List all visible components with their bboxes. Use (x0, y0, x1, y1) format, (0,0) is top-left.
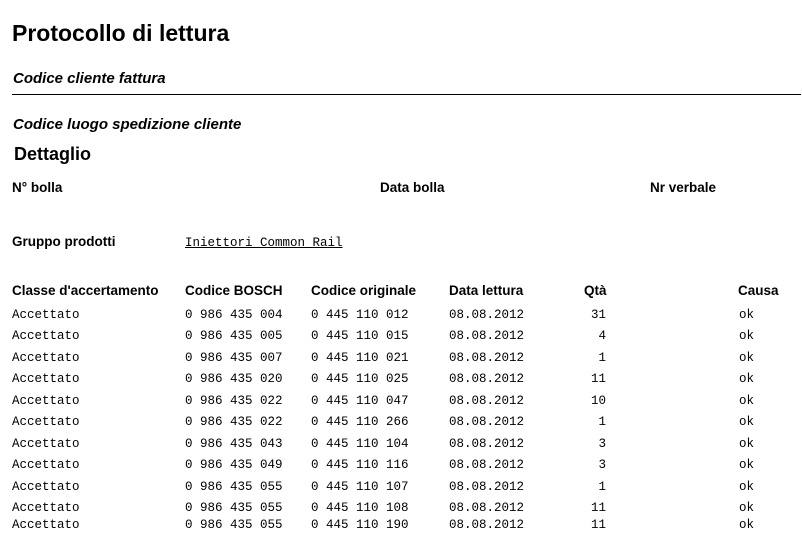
cell-qta: 3 (598, 437, 606, 451)
gruppo-prodotti-label: Gruppo prodotti (12, 234, 116, 249)
cell-codice-bosch: 0 986 435 022 (185, 394, 283, 408)
cell-qta: 11 (590, 501, 606, 515)
cell-classe: Accettato (12, 394, 80, 408)
cell-causa: ok (739, 372, 755, 386)
cell-causa: ok (739, 480, 755, 494)
cell-codice-originale: 0 445 110 021 (311, 351, 409, 365)
cell-classe: Accettato (12, 501, 80, 515)
cell-qta: 31 (590, 308, 606, 322)
table-row (0, 457, 802, 478)
cell-codice-originale: 0 445 110 108 (311, 501, 409, 515)
cell-classe: Accettato (12, 415, 80, 429)
table-row (0, 307, 802, 328)
cell-codice-bosch: 0 986 435 055 (185, 501, 283, 515)
cell-data-lettura: 08.08.2012 (449, 372, 525, 386)
header-qta: Qtà (584, 283, 607, 298)
cell-codice-bosch: 0 986 435 004 (185, 308, 283, 322)
cell-causa: ok (739, 394, 755, 408)
cell-causa: ok (739, 351, 755, 365)
header-data-lettura: Data lettura (449, 283, 524, 298)
cell-data-lettura: 08.08.2012 (449, 480, 525, 494)
cell-codice-originale: 0 445 110 266 (311, 415, 409, 429)
cell-qta: 10 (590, 394, 606, 408)
cell-classe: Accettato (12, 308, 80, 322)
n-bolla-label: N° bolla (12, 180, 63, 195)
cell-data-lettura: 08.08.2012 (449, 351, 525, 365)
table-row (0, 479, 802, 500)
cell-classe: Accettato (12, 518, 80, 532)
cell-codice-bosch: 0 986 435 049 (185, 458, 283, 472)
cell-codice-originale: 0 445 110 047 (311, 394, 409, 408)
header-causa: Causa (738, 283, 779, 298)
cell-codice-originale: 0 445 110 107 (311, 480, 409, 494)
cell-causa: ok (739, 415, 755, 429)
table-row (0, 350, 802, 371)
table-row (0, 328, 802, 349)
cell-data-lettura: 08.08.2012 (449, 518, 525, 532)
header-codice-bosch: Codice BOSCH (185, 283, 283, 298)
cell-causa: ok (739, 501, 755, 515)
cell-codice-originale: 0 445 110 012 (311, 308, 409, 322)
cell-causa: ok (739, 437, 755, 451)
cell-qta: 11 (590, 518, 606, 532)
cell-codice-originale: 0 445 110 025 (311, 372, 409, 386)
cell-codice-bosch: 0 986 435 022 (185, 415, 283, 429)
cell-data-lettura: 08.08.2012 (449, 501, 525, 515)
cell-qta: 3 (598, 458, 606, 472)
table-row (0, 436, 802, 457)
cell-codice-bosch: 0 986 435 007 (185, 351, 283, 365)
nr-verbale-label: Nr verbale (650, 180, 717, 195)
cell-classe: Accettato (12, 437, 80, 451)
table-row (0, 393, 802, 414)
table-row (0, 517, 802, 535)
cell-classe: Accettato (12, 351, 80, 365)
cell-causa: ok (739, 329, 755, 343)
header-divider (12, 94, 801, 95)
cell-codice-bosch: 0 986 435 043 (185, 437, 283, 451)
cell-causa: ok (739, 518, 755, 532)
cell-codice-originale: 0 445 110 104 (311, 437, 409, 451)
cell-data-lettura: 08.08.2012 (449, 308, 525, 322)
cell-causa: ok (739, 308, 755, 322)
cell-codice-bosch: 0 986 435 020 (185, 372, 283, 386)
cell-codice-originale: 0 445 110 116 (311, 458, 409, 472)
codice-cliente-fattura-label: Codice cliente fattura (13, 70, 166, 87)
header-classe: Classe d'accertamento (12, 283, 159, 298)
cell-data-lettura: 08.08.2012 (449, 458, 525, 472)
cell-classe: Accettato (12, 480, 80, 494)
cell-qta: 4 (598, 329, 606, 343)
dettaglio-title: Dettaglio (14, 144, 92, 164)
header-codice-originale: Codice originale (311, 283, 417, 298)
cell-codice-bosch: 0 986 435 055 (185, 518, 283, 532)
cell-codice-bosch: 0 986 435 055 (185, 480, 283, 494)
table-row (0, 371, 802, 392)
table-row (0, 414, 802, 435)
cell-classe: Accettato (12, 329, 80, 343)
cell-codice-originale: 0 445 110 190 (311, 518, 409, 532)
codice-luogo-spedizione-label: Codice luogo spedizione cliente (13, 116, 242, 133)
cell-data-lettura: 08.08.2012 (449, 329, 525, 343)
cell-codice-bosch: 0 986 435 005 (185, 329, 283, 343)
cell-classe: Accettato (12, 458, 80, 472)
cell-classe: Accettato (12, 372, 80, 386)
page-title: Protocollo di lettura (12, 20, 230, 46)
cell-data-lettura: 08.08.2012 (449, 394, 525, 408)
cell-codice-originale: 0 445 110 015 (311, 329, 409, 343)
cell-data-lettura: 08.08.2012 (449, 437, 525, 451)
cell-data-lettura: 08.08.2012 (449, 415, 525, 429)
gruppo-prodotti-link[interactable]: Iniettori Common Rail (185, 236, 343, 250)
cell-qta: 1 (598, 351, 606, 365)
data-bolla-label: Data bolla (380, 180, 445, 195)
cell-causa: ok (739, 458, 755, 472)
cell-qta: 1 (598, 480, 606, 494)
cell-qta: 1 (598, 415, 606, 429)
cell-qta: 11 (590, 372, 606, 386)
